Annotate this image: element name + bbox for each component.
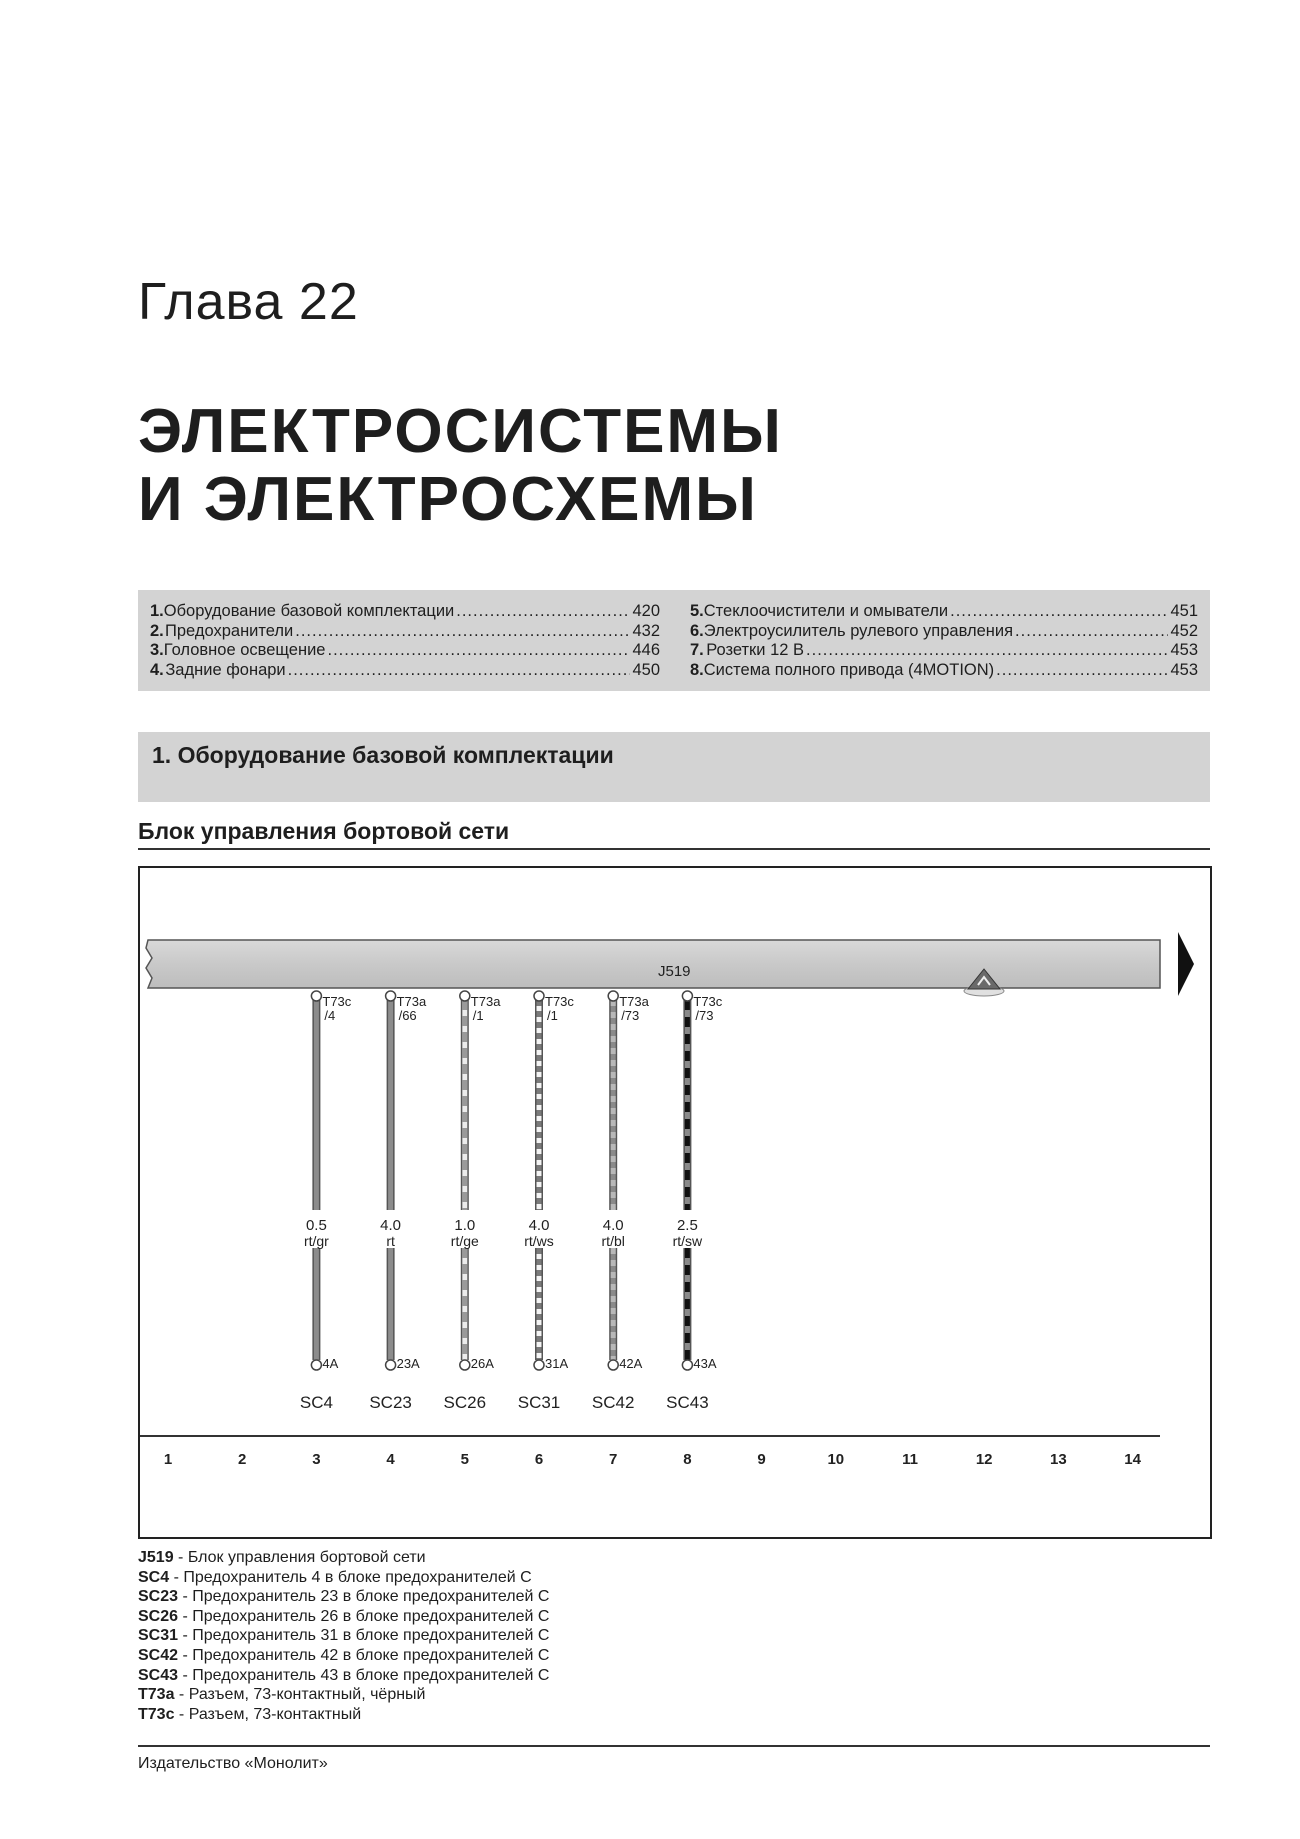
- toc-item[interactable]: [150, 661, 660, 681]
- toc-leader-dots: [1015, 622, 1168, 642]
- toc-item-page: 452: [1170, 621, 1198, 640]
- fuse-terminal-icon: [534, 1360, 544, 1370]
- legend-item: [138, 1685, 549, 1705]
- chapter-title-line-2: И ЭЛЕКТРОСХЕМЫ: [138, 465, 758, 534]
- toc-item-page: 420: [632, 602, 660, 620]
- wire-color-label: rt/ge: [450, 1233, 479, 1249]
- column-number: 5: [460, 1451, 469, 1468]
- wire-size-label: 4.0: [602, 1217, 624, 1234]
- chapter-title: [138, 398, 783, 534]
- toc-leader-dots: [295, 622, 630, 642]
- connector-pin-label: /73: [695, 1008, 714, 1023]
- connector-label: T73a: [396, 994, 427, 1009]
- fuse-terminal-icon: [608, 1360, 618, 1370]
- legend-item: [138, 1646, 549, 1666]
- toc-item-page: 451: [1170, 602, 1198, 620]
- diagram-legend: [138, 1548, 549, 1724]
- toc-item[interactable]: [690, 602, 1198, 622]
- section-header: [138, 732, 1210, 802]
- wire-size-label: 2.5: [676, 1217, 698, 1234]
- toc-item-text: Оборудование базовой комплектации: [163, 602, 455, 620]
- wire-size-label: 4.0: [380, 1217, 402, 1234]
- legend-item: [138, 1587, 549, 1607]
- toc-item-number: 3.: [150, 641, 164, 659]
- toc-item-number: 5.: [690, 602, 704, 620]
- fuse-pin-label: 4A: [322, 1356, 339, 1371]
- wires-layer: [300, 991, 723, 1412]
- connector-pin-icon: [682, 991, 692, 1001]
- connector-label: T73c: [693, 994, 723, 1009]
- fuse-terminal-icon: [682, 1360, 692, 1370]
- wiring-diagram-canvas: [140, 868, 1210, 1537]
- legend-item: [138, 1548, 549, 1568]
- toc-item-number: 8.: [690, 660, 704, 679]
- connector-label: T73a: [470, 994, 501, 1009]
- fuse-pin-label: 31A: [545, 1356, 569, 1371]
- chapter-number: Глава 22: [138, 273, 359, 331]
- column-number: 1: [163, 1451, 173, 1468]
- toc-item-number: 7.: [690, 641, 704, 659]
- legend-item: [138, 1607, 549, 1627]
- toc-column-left: [150, 602, 660, 680]
- legend-code: SC42: [138, 1646, 179, 1664]
- section-title: 1. Оборудование базовой комплектации: [152, 742, 614, 768]
- control-unit-bus: [146, 940, 1160, 988]
- toc-item[interactable]: [690, 641, 1198, 661]
- toc-item-number: 2.: [150, 621, 164, 640]
- column-number: 3: [312, 1451, 321, 1468]
- toc-item-text: Электроусилитель рулевого управления: [703, 621, 1014, 640]
- fuse-label: SC4: [299, 1393, 333, 1412]
- toc-item[interactable]: [150, 622, 660, 642]
- chapter-title-line-1: ЭЛЕКТРОСИСТЕМЫ: [138, 397, 783, 466]
- column-number: 2: [238, 1451, 247, 1468]
- toc-leader-dots: [327, 641, 630, 661]
- legend-code: J519: [138, 1549, 174, 1566]
- wire-color-label: rt/gr: [303, 1233, 329, 1249]
- wire-sc31: [518, 991, 575, 1412]
- connector-pin-icon: [534, 991, 544, 1001]
- fuse-terminal-icon: [460, 1360, 470, 1370]
- legend-text: - Блок управления бортовой сети: [178, 1549, 426, 1566]
- connector-label: T73a: [619, 994, 649, 1009]
- connector-label: T73c: [545, 994, 574, 1009]
- toc-item-number: 6.: [690, 621, 704, 640]
- column-number: 9: [757, 1451, 766, 1468]
- table-of-contents: [138, 590, 1210, 691]
- toc-leader-dots: [950, 602, 1168, 622]
- wire-sc23: [369, 991, 427, 1412]
- toc-item[interactable]: [690, 661, 1198, 681]
- legend-code: T73c: [138, 1705, 175, 1723]
- connector-pin-icon: [311, 991, 321, 1001]
- connector-pin-label: /66: [398, 1008, 417, 1023]
- legend-code: T73a: [138, 1686, 175, 1704]
- legend-code: SC23: [138, 1588, 179, 1606]
- fuse-pin-label: 42A: [619, 1356, 643, 1371]
- legend-code: SC31: [138, 1627, 179, 1645]
- legend-item: [138, 1666, 549, 1686]
- fuse-pin-label: 23A: [396, 1356, 420, 1371]
- column-number: 7: [609, 1451, 618, 1468]
- column-number: 6: [534, 1451, 544, 1468]
- wire-sc42: [592, 991, 650, 1412]
- column-number: 13: [1050, 1451, 1067, 1468]
- fuse-label: SC23: [369, 1393, 412, 1412]
- toc-item[interactable]: [690, 622, 1198, 642]
- connector-pin-label: /4: [324, 1008, 336, 1023]
- toc-item-number: 1.: [150, 602, 164, 620]
- column-numbers: [164, 1451, 1142, 1468]
- toc-item-page: 453: [1170, 660, 1198, 679]
- toc-item-text: Предохранители: [165, 621, 294, 640]
- fuse-label: SC43: [666, 1393, 709, 1412]
- wire-sc4: [300, 991, 352, 1412]
- toc-item[interactable]: [150, 602, 660, 622]
- column-number: 12: [975, 1451, 993, 1468]
- wire-color-label: rt: [386, 1233, 395, 1249]
- connector-pin-icon: [460, 991, 470, 1001]
- column-number: 8: [683, 1451, 692, 1468]
- wire-sc43: [666, 991, 723, 1412]
- legend-text: - Разъем, 73-контактный, чёрный: [178, 1686, 426, 1704]
- legend-item: [138, 1705, 549, 1725]
- column-number: 4: [386, 1451, 395, 1468]
- column-number: 11: [902, 1451, 918, 1468]
- fuse-label: SC26: [443, 1393, 487, 1412]
- legend-text: - Разъем, 73-контактный: [178, 1705, 362, 1723]
- footer-divider: [138, 1745, 1210, 1747]
- control-unit-label: J519: [658, 963, 691, 980]
- legend-text: - Предохранитель 42 в блоке предохранителей C: [182, 1646, 550, 1664]
- toc-item-number: 4.: [150, 660, 164, 679]
- toc-item-page: 446: [632, 641, 660, 659]
- fuse-terminal-icon: [386, 1360, 396, 1370]
- column-number: 14: [1124, 1451, 1141, 1468]
- connector-label: T73c: [322, 994, 352, 1009]
- toc-item-text: Розетки 12 В: [706, 641, 805, 659]
- toc-item-text: Система полного привода (4MOTION): [703, 660, 995, 679]
- legend-item: [138, 1626, 549, 1646]
- connector-pin-icon: [386, 991, 396, 1001]
- toc-leader-dots: [456, 602, 630, 622]
- wire-sc26: [444, 991, 502, 1412]
- toc-item-text: Задние фонари: [165, 660, 286, 679]
- wire-size-label: 4.0: [528, 1217, 550, 1234]
- toc-leader-dots: [806, 641, 1168, 661]
- legend-text: - Предохранитель 23 в блоке предохранителей C: [182, 1588, 550, 1606]
- fuse-label: SC42: [591, 1393, 635, 1412]
- toc-item-text: Головное освещение: [163, 641, 326, 659]
- toc-column-right: [690, 602, 1198, 680]
- legend-code: SC43: [138, 1666, 179, 1684]
- wiring-diagram: [138, 866, 1212, 1539]
- connector-pin-label: /1: [547, 1008, 558, 1023]
- connector-pin-label: /73: [621, 1008, 640, 1023]
- toc-leader-dots: [996, 661, 1168, 681]
- legend-text: - Предохранитель 4 в блоке предохранителей C: [173, 1568, 532, 1586]
- wire-color-label: rt/sw: [672, 1233, 703, 1249]
- toc-item-page: 450: [632, 660, 660, 679]
- fuse-pin-label: 43A: [693, 1356, 717, 1371]
- column-number: 10: [827, 1451, 845, 1468]
- subsection-title: Блок управления бортовой сети: [138, 818, 510, 844]
- legend-code: SC26: [138, 1607, 179, 1625]
- legend-text: - Предохранитель 31 в блоке предохранителей C: [182, 1627, 550, 1645]
- legend-text: - Предохранитель 26 в блоке предохранителей C: [182, 1607, 550, 1625]
- wire-size-label: 0.5: [305, 1217, 327, 1234]
- toc-leader-dots: [288, 661, 631, 681]
- fuse-label: SC31: [517, 1393, 561, 1412]
- wire-color-label: rt/bl: [601, 1233, 625, 1249]
- wire-color-label: rt/ws: [524, 1233, 554, 1249]
- subsection-divider: [138, 848, 1210, 850]
- continuation-arrow-icon: [1178, 932, 1194, 996]
- legend-item: [138, 1568, 549, 1588]
- connector-pin-icon: [608, 991, 618, 1001]
- toc-item[interactable]: [150, 641, 660, 661]
- toc-item-page: 432: [632, 621, 660, 640]
- wire-size-label: 1.0: [454, 1217, 476, 1234]
- publisher-footer: Издательство «Монолит»: [138, 1755, 328, 1772]
- toc-item-page: 453: [1170, 641, 1198, 659]
- fuse-pin-label: 26A: [470, 1356, 494, 1371]
- connector-pin-label: /1: [472, 1008, 484, 1023]
- legend-code: SC4: [138, 1568, 170, 1586]
- fuse-terminal-icon: [311, 1360, 321, 1370]
- toc-item-text: Стеклоочистители и омыватели: [703, 602, 949, 620]
- legend-text: - Предохранитель 43 в блоке предохранителей C: [182, 1666, 550, 1684]
